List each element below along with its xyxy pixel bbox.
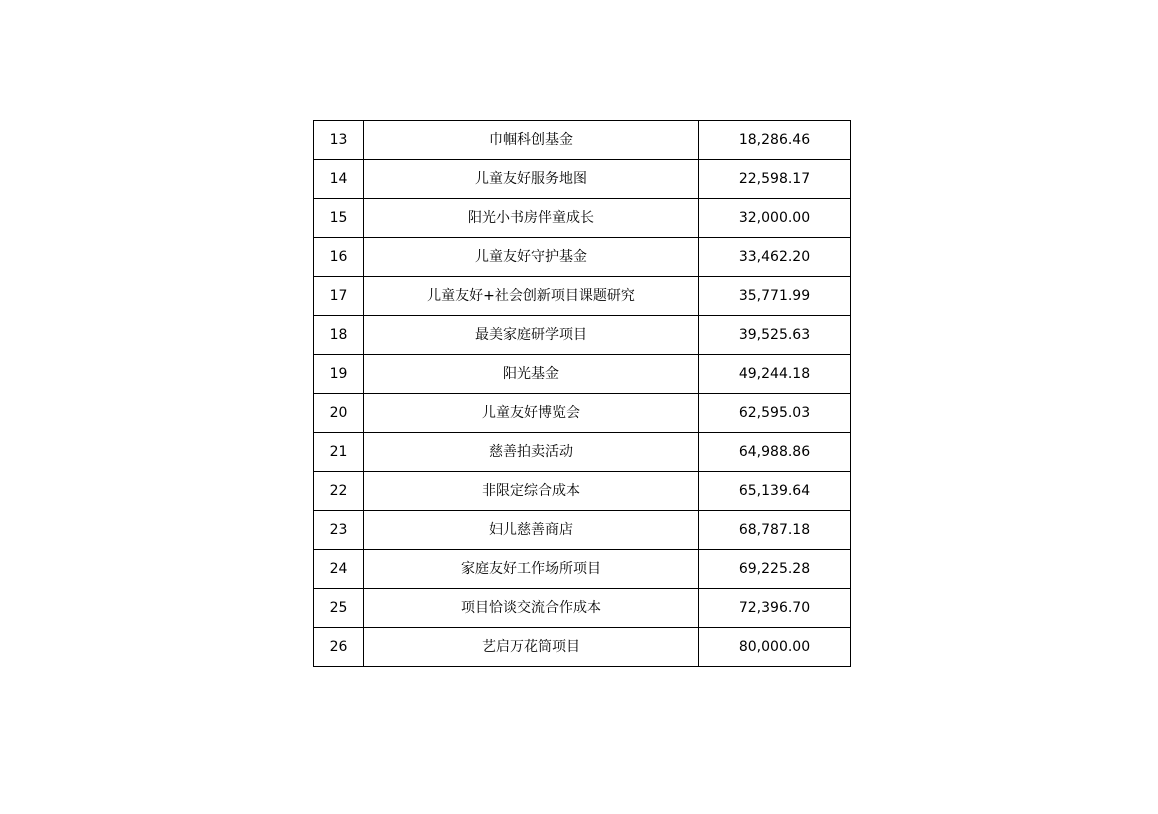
table-row	[314, 550, 851, 589]
table-row	[314, 472, 851, 511]
project-name-cell: 儿童友好+社会创新项目课题研究	[364, 277, 699, 316]
table-row	[314, 277, 851, 316]
amount-cell: 65,139.64	[699, 472, 851, 511]
amount-cell: 33,462.20	[699, 238, 851, 277]
amount-cell: 69,225.28	[699, 550, 851, 589]
amount-cell: 72,396.70	[699, 589, 851, 628]
table-body	[314, 121, 851, 667]
amount-cell: 80,000.00	[699, 628, 851, 667]
row-index-cell: 24	[314, 550, 364, 589]
row-index-cell: 23	[314, 511, 364, 550]
amount-cell: 32,000.00	[699, 199, 851, 238]
table-row	[314, 394, 851, 433]
amount-cell: 18,286.46	[699, 121, 851, 160]
amount-cell: 39,525.63	[699, 316, 851, 355]
project-name-cell: 项目恰谈交流合作成本	[364, 589, 699, 628]
amount-cell: 22,598.17	[699, 160, 851, 199]
project-expense-table	[313, 120, 851, 667]
amount-cell: 62,595.03	[699, 394, 851, 433]
project-name-cell: 非限定综合成本	[364, 472, 699, 511]
table-row	[314, 511, 851, 550]
row-index-cell: 18	[314, 316, 364, 355]
project-name-cell: 妇儿慈善商店	[364, 511, 699, 550]
project-name-cell: 儿童友好服务地图	[364, 160, 699, 199]
project-name-cell: 阳光小书房伴童成长	[364, 199, 699, 238]
row-index-cell: 14	[314, 160, 364, 199]
row-index-cell: 17	[314, 277, 364, 316]
row-index-cell: 25	[314, 589, 364, 628]
project-name-cell: 艺启万花筒项目	[364, 628, 699, 667]
row-index-cell: 13	[314, 121, 364, 160]
project-name-cell: 最美家庭研学项目	[364, 316, 699, 355]
table-row	[314, 433, 851, 472]
row-index-cell: 15	[314, 199, 364, 238]
project-name-cell: 阳光基金	[364, 355, 699, 394]
row-index-cell: 26	[314, 628, 364, 667]
table-row	[314, 121, 851, 160]
table-row	[314, 355, 851, 394]
table-row	[314, 160, 851, 199]
amount-cell: 49,244.18	[699, 355, 851, 394]
amount-cell: 68,787.18	[699, 511, 851, 550]
project-name-cell: 家庭友好工作场所项目	[364, 550, 699, 589]
project-name-cell: 儿童友好守护基金	[364, 238, 699, 277]
amount-cell: 64,988.86	[699, 433, 851, 472]
table-row	[314, 238, 851, 277]
row-index-cell: 19	[314, 355, 364, 394]
row-index-cell: 22	[314, 472, 364, 511]
row-index-cell: 20	[314, 394, 364, 433]
table-row	[314, 589, 851, 628]
amount-cell: 35,771.99	[699, 277, 851, 316]
table-row	[314, 316, 851, 355]
project-name-cell: 巾帼科创基金	[364, 121, 699, 160]
row-index-cell: 16	[314, 238, 364, 277]
table-row	[314, 628, 851, 667]
table-row	[314, 199, 851, 238]
row-index-cell: 21	[314, 433, 364, 472]
project-name-cell: 慈善拍卖活动	[364, 433, 699, 472]
project-name-cell: 儿童友好博览会	[364, 394, 699, 433]
